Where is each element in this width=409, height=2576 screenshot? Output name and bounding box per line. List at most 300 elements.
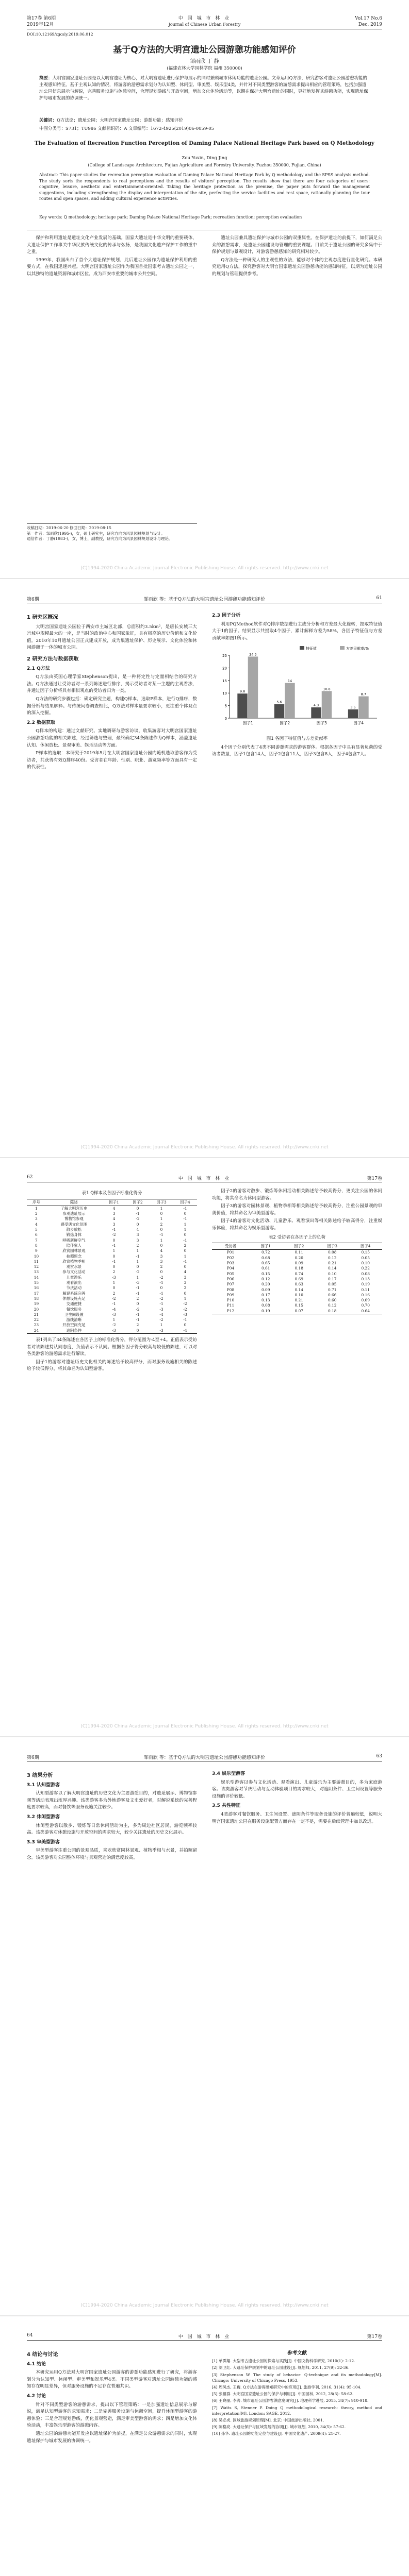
table-cell: -1 bbox=[136, 1285, 140, 1291]
table-cell: 餐饮服务 bbox=[66, 1307, 82, 1312]
table-cell: 欣赏植物季相 bbox=[62, 1259, 86, 1264]
table-cell: 散步放松 bbox=[66, 1227, 82, 1232]
subsection-heading: 2.2 数据获取 bbox=[27, 720, 56, 725]
table-cell: 休憩设施充足 bbox=[62, 1296, 86, 1301]
table-cell: 6 bbox=[35, 1232, 38, 1238]
header-date-cn: 2019年12月 bbox=[27, 22, 54, 27]
table-cell: 0 bbox=[112, 1238, 116, 1243]
table-row bbox=[27, 1264, 197, 1269]
table-cell: 3 bbox=[35, 1216, 38, 1222]
table-row bbox=[27, 1238, 197, 1243]
table-row bbox=[212, 1309, 382, 1314]
table-cell: -1 bbox=[159, 1291, 163, 1296]
table-cell: P04 bbox=[226, 1266, 235, 1271]
header-journal-name: 中 国 城 市 林 业 bbox=[178, 1176, 231, 1181]
table-header-cell: 因子2 bbox=[282, 1243, 316, 1250]
table-cell: P02 bbox=[226, 1255, 235, 1260]
table-cell: 博物馆参观 bbox=[64, 1216, 84, 1222]
subsection-heading: 3.5 共性特征 bbox=[212, 1803, 241, 1809]
table-row bbox=[212, 1272, 382, 1277]
table-cell: 3 bbox=[112, 1222, 116, 1227]
table-cell: 0.63 bbox=[295, 1282, 303, 1287]
table-header-cell: 因子3 bbox=[316, 1243, 349, 1250]
table-cell: 21 bbox=[34, 1312, 39, 1317]
reference-item: [5] 张祖群. 大明宫国家遗址公园的保护与利用[J]. 中国园林, 2012, 28(3): 58-62. bbox=[212, 2392, 354, 2397]
subsection-heading: 2.3 因子分析 bbox=[212, 613, 241, 618]
page-number: 62 bbox=[27, 1175, 33, 1180]
x-tick-label: 因子1 bbox=[242, 721, 253, 726]
intro-left-column bbox=[27, 235, 197, 279]
table-cell: 0.10 bbox=[328, 1271, 337, 1276]
data-label: 5.6 bbox=[276, 700, 282, 705]
reference-item: [9] 陈稳亮. 大遗址保护与区域发展的协调[J]. 城市规划, 2010, 34(5): 57-62. bbox=[212, 2425, 346, 2430]
header-volume-en: Vol.17 No.6 bbox=[355, 16, 382, 21]
table-header-cell: 因子2 bbox=[126, 1199, 150, 1206]
body-paragraph: 娱乐型游客以参与文化活动、观看演出、儿童游乐为主要游憩目的，多为家庭游客。该类游客对节庆活动与互动体验项目的需求较大，对遮阴条件、卫生间设置等服务设施的评价较低。 bbox=[212, 1780, 382, 1799]
table-cell: P12 bbox=[212, 1309, 249, 1314]
table-row bbox=[212, 1277, 382, 1282]
table-row bbox=[27, 1312, 197, 1317]
table-cell: 16 bbox=[34, 1285, 39, 1291]
table-cell: -3 bbox=[102, 1328, 126, 1334]
references bbox=[212, 2347, 382, 2438]
header-running-title: 邹雨欣 等：基于Q方法的大明宫遗址公园游憩功能感知评价 bbox=[143, 1755, 266, 1760]
table-cell: 0 bbox=[160, 1227, 163, 1232]
y-tick-label: 20 bbox=[222, 666, 227, 671]
table-cell: 0.09 bbox=[261, 1287, 270, 1292]
table-row bbox=[27, 1291, 197, 1296]
table-cell: 观看演出 bbox=[66, 1280, 82, 1285]
table-cell: 卫生间设置 bbox=[64, 1312, 84, 1317]
table-header-row bbox=[212, 1243, 382, 1250]
body-paragraph: Q方法的研究步骤包括：确定研究主题，构建Q样本，选取P样本，进行Q排序，数据分析与结果解释。与传统问卷调查相比，Q方法对样本量要求较小，更注重个体观点的深入挖掘。 bbox=[27, 696, 197, 716]
header-issue: 第6期 bbox=[27, 1755, 39, 1760]
table-cell: 12 bbox=[34, 1264, 39, 1269]
table-cell: 9 bbox=[35, 1248, 38, 1253]
table-cell: 0 bbox=[184, 1264, 187, 1269]
table-cell: -4 bbox=[159, 1312, 163, 1317]
reference-item: [7] Watts S, Stenner P. Doing Q methodological research: theory, method and interpretation[M]. London: SAGE, 2012. bbox=[212, 2405, 382, 2416]
running-header bbox=[27, 1174, 382, 1182]
table-cell: 0 bbox=[160, 1269, 163, 1275]
table-cell: 1 bbox=[160, 1238, 163, 1243]
table-cell: 0.16 bbox=[361, 1292, 370, 1297]
table-cell: 0.66 bbox=[328, 1292, 337, 1297]
abstract-text: 大明宫国家遗址公园是以大明宫遗址为核心，对大明宫遗址进行保护与展示的同时兼顾城市休闲功能的遗址公园。文章运用Q方法，研究游客对遗址公园游憩功能的主观感知特征。基于主观认知的情况，将游客的游憩需求划分为认知型、休闲型、审美型、娱乐型4类，并针对不同类型游客的游憩需求提出相应的管理策略，包括加强遗址公园信息展示与解说，完善服务设施与休憩空间，合理规划游线与开放空间，增加文化体验活动等，以期在保护大明宫遗址的同时，更好地发挥其游憩功能，实现遗址保护与城市发展的协调统一。 bbox=[39, 76, 368, 101]
legend-swatch bbox=[300, 646, 304, 650]
table-cell: 0.18 bbox=[295, 1266, 303, 1271]
table-row bbox=[27, 1317, 197, 1323]
subsection-heading: 3.1 认知型游客 bbox=[27, 1782, 60, 1788]
table-cell: -3 bbox=[183, 1312, 187, 1317]
data-label: 10.8 bbox=[323, 687, 331, 691]
table-cell: -1 bbox=[136, 1312, 140, 1317]
table-cell: P10 bbox=[226, 1298, 235, 1303]
table-cell: 23 bbox=[34, 1323, 39, 1328]
table-row bbox=[27, 1222, 197, 1227]
table-cell: 0.19 bbox=[249, 1309, 283, 1314]
table-cell: 1 bbox=[112, 1280, 116, 1285]
section-heading: 1 研究区概况 bbox=[27, 615, 58, 620]
table-row bbox=[27, 1259, 197, 1264]
table-cell: 4 bbox=[136, 1227, 139, 1232]
table-header-row bbox=[27, 1199, 197, 1206]
reference-item: [4] 周凤杰, 王巍. Q方法在游客感知研究中的应用[J]. 旅游学刊, 2016, 31(4): 95-104. bbox=[212, 2385, 362, 2390]
table-cell: 0.09 bbox=[361, 1298, 370, 1303]
table-cell: 0 bbox=[136, 1222, 139, 1227]
table-cell: 1 bbox=[136, 1275, 139, 1280]
table-row bbox=[212, 1250, 382, 1256]
page-5 bbox=[0, 2316, 409, 2576]
table-cell: P09 bbox=[226, 1292, 235, 1297]
table-row bbox=[27, 1216, 197, 1222]
table-cell: -1 bbox=[183, 1317, 187, 1323]
table-row bbox=[212, 1282, 382, 1287]
table-cell: 1 bbox=[112, 1317, 116, 1323]
table-cell: 8 bbox=[35, 1243, 38, 1248]
body-paragraph: 利用PQMethod软件对Q排序数据进行主成分分析和方差最大化旋转，提取特征值大于1的因子。结果显示共提取4个因子，累计解释方差为58%，各因子特征值与方差贡献率如图1所示。 bbox=[212, 621, 382, 641]
body-paragraph: 本研究运用Q方法对大明宫国家遗址公园游客的游憩功能感知进行了研究，将游客划分为认知型、休闲型、审美型和娱乐型4类。不同类型游客对遗址公园游憩功能的感知存在明显差异，但对服务设施的不足存在普遍共识。 bbox=[27, 2370, 197, 2389]
table-cell: 3 bbox=[160, 1253, 163, 1259]
table-cell: -1 bbox=[112, 1259, 116, 1264]
table-cell: 0 bbox=[160, 1211, 163, 1216]
table-cell: 3 bbox=[184, 1280, 187, 1285]
table-caption: 表1 Q样本及各因子标准化得分 bbox=[81, 1191, 142, 1196]
table-cell: 14 bbox=[34, 1275, 39, 1280]
left-column bbox=[27, 1768, 197, 1863]
header-volume: 第17卷 bbox=[367, 1176, 382, 1181]
table-cell: 0.74 bbox=[295, 1271, 303, 1276]
table-cell: 0.12 bbox=[328, 1255, 337, 1260]
table-cell: 0.17 bbox=[261, 1292, 270, 1297]
table-cell: P06 bbox=[226, 1276, 235, 1281]
data-label: 24.5 bbox=[249, 652, 257, 657]
table-cell: 2 bbox=[160, 1264, 163, 1269]
table-cell: 0.09 bbox=[295, 1261, 303, 1266]
body-paragraph: 针对不同类型游客的游憩需求，提出以下管理策略：一是加强遗址信息展示与解说，满足认知型游客的求知需求；二是完善服务设施与休憩空间，提升休闲型游客的游憩体验；三是合理规划游线，优化景观营造，满足审美型游客的需求；四是增加文化体验活动，丰富娱乐型游客的游憩内容。 bbox=[27, 2402, 197, 2429]
table-cell: 0.21 bbox=[295, 1298, 303, 1303]
table-cell: 1 bbox=[184, 1222, 187, 1227]
table-cell: 了解大明宫历史 bbox=[60, 1206, 88, 1211]
table-cell: 2 bbox=[184, 1285, 187, 1291]
table-cell: 2 bbox=[112, 1269, 116, 1275]
table-cell: 1 bbox=[112, 1248, 116, 1253]
table-cell: -2 bbox=[183, 1301, 187, 1307]
table-cell: 拍照留念 bbox=[66, 1253, 82, 1259]
table-row bbox=[27, 1269, 197, 1275]
table-cell: -1 bbox=[112, 1301, 116, 1307]
running-header bbox=[27, 2332, 382, 2341]
table-cell: 0 bbox=[184, 1323, 187, 1328]
table-row bbox=[27, 1296, 197, 1301]
table-cell: 遮阴条件 bbox=[46, 1328, 102, 1334]
table-cell: 0 bbox=[126, 1328, 150, 1334]
table-cell: 儿童游乐 bbox=[66, 1275, 82, 1280]
table-cell: -1 bbox=[136, 1253, 140, 1259]
intro-paragraph: 遗址公园兼具遗址保护与城市公园的双重属性。在保护遗址的前提下，如何满足公众的游憩需求，是遗址公园建设与管理的重要课题。目前关于遗址公园的研究多集中于保护规划与景观设计，对游客游憩感知的研究相对较少。 bbox=[212, 235, 382, 255]
table-row bbox=[212, 1256, 382, 1261]
table-cell: 0.15 bbox=[261, 1271, 270, 1276]
y-tick-label: 15 bbox=[222, 679, 227, 684]
table-cell: 0.07 bbox=[282, 1309, 316, 1314]
right-column bbox=[212, 1768, 382, 1826]
table-cell: 1 bbox=[136, 1248, 139, 1253]
subsection-heading: 3.2 休闲型游客 bbox=[27, 1814, 60, 1820]
table-cell: 2 bbox=[136, 1323, 139, 1328]
table-cell: 交通便捷 bbox=[66, 1301, 82, 1307]
header-volume: 第17卷 bbox=[367, 2334, 382, 2340]
page-3 bbox=[0, 1158, 409, 1736]
table-cell: -2 bbox=[136, 1269, 140, 1275]
table-cell: -1 bbox=[183, 1216, 187, 1222]
copyright-watermark: (C)1994-2020 China Academic Journal Electronic Publishing House. All rights reserved. http://www.cnki.net bbox=[80, 1724, 329, 1729]
table-header-cell: 因子1 bbox=[249, 1243, 283, 1250]
section-heading: 2 研究方法与数据获取 bbox=[27, 656, 79, 662]
table-cell: 4 bbox=[35, 1222, 38, 1227]
figure-caption: 图1 各因子特征值与方差贡献率 bbox=[266, 736, 328, 741]
right-column bbox=[212, 610, 382, 759]
bar bbox=[358, 697, 368, 718]
table-cell: 0.22 bbox=[361, 1266, 370, 1271]
table-cell: 感受唐文化氛围 bbox=[60, 1222, 88, 1227]
table-cell: 17 bbox=[34, 1291, 39, 1296]
bar bbox=[237, 694, 247, 719]
table-cell: -2 bbox=[159, 1275, 163, 1280]
bar bbox=[348, 709, 358, 718]
table-cell: 0.71 bbox=[328, 1287, 337, 1292]
bar bbox=[285, 683, 295, 718]
table-cell: 1 bbox=[184, 1227, 187, 1232]
references-heading: 参考文献 bbox=[287, 2350, 307, 2356]
keywords-label: 关键词： bbox=[39, 118, 57, 123]
table-row bbox=[27, 1243, 197, 1248]
table-cell: P07 bbox=[226, 1282, 235, 1287]
body-paragraph: Q样本的构建：通过文献研究、实地调研与游客访谈，收集游客对大明宫国家遗址公园游憩功能的相关陈述，经过筛选与整理，最终确定34条陈述作为Q样本，涵盖遗址认知、休闲放松、景观审美、娱乐活动等方面。 bbox=[27, 728, 197, 748]
table-cell: 0.14 bbox=[295, 1287, 303, 1292]
table-cell: -2 bbox=[112, 1232, 116, 1238]
table-cell: 11 bbox=[34, 1259, 39, 1264]
header-date-en: Dec. 2019 bbox=[358, 22, 382, 27]
abstract-label: 摘要： bbox=[39, 76, 53, 81]
table-cell: 4 bbox=[184, 1269, 187, 1275]
q-sample-table bbox=[27, 1199, 197, 1334]
keywords-cn bbox=[39, 117, 370, 124]
table-cell: -4 bbox=[112, 1307, 116, 1312]
body-paragraph: 遗址公园的游憩功能开发应以遗址保护为前提，在满足公众游憩需求的同时，实现遗址保护与城市发展的协调统一。 bbox=[27, 2431, 197, 2444]
table-cell: 1 bbox=[184, 1296, 187, 1301]
table-header-cell: 陈述 bbox=[46, 1199, 102, 1206]
english-title: The Evaluation of Recreation Function Perception of Daming Palace National Heritage Park based on Q Methodology bbox=[35, 141, 374, 146]
section-heading: 3 结果分析 bbox=[27, 1773, 53, 1778]
footnote-line: 通信作者：丁静(1983-)，女，博士，副教授，研究方向为风景园林规划设计与理论。 bbox=[27, 536, 173, 541]
table-row bbox=[27, 1285, 197, 1291]
legend-label: 特征值 bbox=[306, 647, 317, 651]
table-cell: 2 bbox=[160, 1222, 163, 1227]
table-cell: 5 bbox=[35, 1227, 38, 1232]
bar bbox=[248, 657, 258, 719]
table-cell: -3 bbox=[136, 1280, 140, 1285]
table-cell: 0.20 bbox=[261, 1282, 270, 1287]
table-cell: 0 bbox=[184, 1232, 187, 1238]
data-label: 9.8 bbox=[239, 689, 246, 694]
table-cell: -1 bbox=[183, 1259, 187, 1264]
table-cell: 0.08 bbox=[328, 1250, 337, 1255]
table-cell: 0.14 bbox=[328, 1266, 337, 1271]
table-cell: 0 bbox=[136, 1206, 139, 1211]
factor-loading-table bbox=[212, 1243, 382, 1314]
table-header-cell: 因子1 bbox=[102, 1199, 126, 1206]
y-tick-label: 5 bbox=[224, 704, 227, 708]
table-cell: 2 bbox=[184, 1243, 187, 1248]
table-cell: 3 bbox=[136, 1238, 139, 1243]
classification: 中图分类号：S731；TU986 文献标识码：A 文章编号：1672-4925(2019)06-0059-05 bbox=[39, 126, 215, 131]
table-cell: 节庆活动 bbox=[66, 1285, 82, 1291]
page-2 bbox=[0, 579, 409, 1157]
table-cell: -3 bbox=[159, 1307, 163, 1312]
table-cell: 4 bbox=[112, 1216, 116, 1222]
table-cell: 2 bbox=[136, 1243, 139, 1248]
table-cell: 0 bbox=[136, 1264, 139, 1269]
bar bbox=[311, 707, 321, 718]
footnote bbox=[27, 523, 197, 542]
table-cell: 0.20 bbox=[295, 1255, 303, 1260]
table-cell: 0.17 bbox=[328, 1276, 337, 1281]
table-cell: 0 bbox=[184, 1291, 187, 1296]
table-row bbox=[27, 1248, 197, 1253]
body-paragraph: 休闲型游客以散步、锻炼等日常休闲活动为主，多为周边社区居民，游览频率较高。该类游客对休憩设施与开放空间的需求较大，较少关注遗址的历史文化展示。 bbox=[27, 1823, 197, 1836]
page-4 bbox=[0, 1737, 409, 2315]
running-header bbox=[27, 595, 382, 603]
table-cell: 0 bbox=[184, 1211, 187, 1216]
table-row bbox=[27, 1280, 197, 1285]
table-cell: P05 bbox=[226, 1271, 235, 1276]
y-tick-label: 10 bbox=[222, 691, 227, 696]
subsection-heading: 4.1 结论 bbox=[27, 2361, 46, 2367]
table-cell: 3 bbox=[184, 1275, 187, 1280]
table-cell: 0.15 bbox=[295, 1303, 303, 1308]
table-row bbox=[27, 1206, 197, 1211]
left-column bbox=[27, 2347, 197, 2446]
table-row bbox=[27, 1232, 197, 1238]
table-row bbox=[212, 1303, 382, 1308]
table-cell: 19 bbox=[34, 1301, 39, 1307]
table-cell: 0.15 bbox=[361, 1250, 370, 1255]
keywords-text: Q方法论；遗址公园；大明宫国家遗址公园；游憩功能；感知评价 bbox=[57, 118, 183, 123]
table-cell: 0.10 bbox=[295, 1292, 303, 1297]
table-row bbox=[212, 1298, 382, 1303]
paper-affiliation: (福建农林大学园林学院 福州 350000) bbox=[167, 66, 242, 71]
section-heading: 4 结论与讨论 bbox=[27, 2352, 58, 2358]
table-cell: 0.18 bbox=[316, 1309, 349, 1314]
journal-header bbox=[27, 15, 382, 29]
reference-item: [1] 单霁翔. 大型考古遗址公园的探索与实践[J]. 中国文物科学研究, 2010(1): 2-12. bbox=[212, 2359, 355, 2364]
table-row bbox=[27, 1301, 197, 1307]
table-cell: 0.13 bbox=[361, 1276, 370, 1281]
x-tick-label: 因子4 bbox=[353, 721, 364, 726]
table-cell: 0.05 bbox=[361, 1255, 370, 1260]
table-cell: 0 bbox=[136, 1301, 139, 1307]
table-header-cell: 因子4 bbox=[349, 1243, 382, 1250]
reference-item: [8] 吴必虎. 区域旅游规划原理[M]. 北京: 中国旅游出版社, 2001. bbox=[212, 2418, 324, 2423]
x-tick-label: 因子2 bbox=[280, 721, 290, 726]
table-cell: -1 bbox=[136, 1291, 140, 1296]
y-tick-label: 25 bbox=[222, 654, 227, 658]
table-header-cell: 因子4 bbox=[173, 1199, 197, 1206]
table-cell: -2 bbox=[136, 1216, 140, 1222]
table-header-cell: 序号 bbox=[27, 1199, 46, 1206]
doi: DOI:10.12169/zgcsly.2019.06.012 bbox=[27, 32, 93, 37]
table-row bbox=[27, 1275, 197, 1280]
english-affiliation: (College of Landscape Architecture, Fujian Agriculture and Forestry University, Fuzhou 350000, Fujian, China) bbox=[88, 163, 321, 167]
table-cell: 锻炼身体 bbox=[66, 1232, 82, 1238]
table-caption: 表2 受访者在各因子上的负荷 bbox=[268, 1234, 326, 1240]
table-cell: 0.72 bbox=[261, 1250, 270, 1255]
data-label: 4.3 bbox=[313, 703, 319, 708]
copyright-watermark: (C)1994-2020 China Academic Journal Electronic Publishing House. All rights reserved. http://www.cnki.net bbox=[80, 1145, 329, 1150]
table-header-cell: 受访者 bbox=[212, 1243, 249, 1250]
table-cell: 2 bbox=[112, 1291, 116, 1296]
table-cell: -3 bbox=[112, 1312, 116, 1317]
table-cell: 0.60 bbox=[328, 1298, 337, 1303]
table-cell: 13 bbox=[34, 1269, 39, 1275]
table-cell: 1 bbox=[35, 1206, 38, 1211]
table-cell: 0.12 bbox=[261, 1276, 270, 1281]
table-cell: 0 bbox=[160, 1285, 163, 1291]
table-cell: 呼吸新鲜空气 bbox=[62, 1238, 86, 1243]
data-label: 8.7 bbox=[361, 692, 367, 697]
table-cell: -1 bbox=[159, 1280, 163, 1285]
table-cell: 1 bbox=[160, 1216, 163, 1222]
table-cell: -1 bbox=[136, 1211, 140, 1216]
body-paragraph: 因子3的游客对园林景观、植物季相等相关陈述给予较高得分，注重公园景观的审美价值，将其命名为审美型游客。 bbox=[212, 1204, 382, 1216]
body-paragraph: 4类游客对餐饮服务、卫生间设置、遮阴条件等服务设施的评价普遍较低，说明大明宫国家遗址公园在服务设施配置方面存在一定不足，需要在后续管理中加以改进。 bbox=[212, 1811, 382, 1824]
legend-swatch bbox=[340, 646, 345, 650]
table-cell: 0.08 bbox=[261, 1303, 270, 1308]
table-cell: 15 bbox=[34, 1280, 39, 1285]
table-cell: 2 bbox=[136, 1296, 139, 1301]
intro-paragraph: 1999年，我国出台了首个大遗址保护规划，此后遗址公园作为遗址保护利用的重要方式，在我国迅速兴起。大明宫国家遗址公园作为我国首批国家考古遗址公园之一，以其独特的遗址资源和城市区位，成为西安市重要的城市公共空间。 bbox=[27, 257, 197, 277]
table-cell: 0.08 bbox=[361, 1271, 370, 1276]
page-number: 63 bbox=[376, 1754, 382, 1759]
table-cell: 0.68 bbox=[261, 1255, 270, 1260]
body-paragraph: Q方法由英国心理学家Stephenson提出，是一种将定性与定量相结合的研究方法。Q方法通过让受访者对一系列陈述进行排序，揭示受访者对某一主题的主观看法，并通过因子分析将具有相似观点的受访者归为一类。 bbox=[27, 674, 197, 694]
table-cell: 1 bbox=[160, 1206, 163, 1211]
table-cell: -1 bbox=[136, 1317, 140, 1323]
table-cell: 1 bbox=[160, 1323, 163, 1328]
table-cell: 0.61 bbox=[261, 1266, 270, 1271]
table-cell: 观赏水景 bbox=[66, 1264, 82, 1269]
table-cell: -3 bbox=[150, 1328, 173, 1334]
table-cell: 开放空间充足 bbox=[62, 1323, 86, 1328]
table-row bbox=[27, 1307, 197, 1312]
body-paragraph: P样本的选取：本研究于2019年5月在大明宫国家遗址公园内随机选取游客作为受访者，共获得有效Q排序40份。受访者在年龄、性别、职业、游览频率等方面具有一定的代表性。 bbox=[27, 751, 197, 770]
footnote-line: 收稿日期：2019-06-20 修回日期：2019-08-15 bbox=[27, 526, 111, 530]
table-cell: 0.19 bbox=[361, 1282, 370, 1287]
reference-item: [10] 孙华. 遗址公园的功能定位与建设[J]. 中国文化遗产, 2009(4): 21-27. bbox=[212, 2431, 341, 2436]
english-keywords: Key words: Q methodology; heritage park; Daming Palace National Heritage Park; recreation function; perception evaluation bbox=[39, 215, 302, 219]
table-header-cell: 因子3 bbox=[150, 1199, 173, 1206]
table-cell: P11 bbox=[226, 1303, 235, 1308]
header-issue: 第6期 bbox=[27, 597, 39, 602]
table-cell: 0.12 bbox=[328, 1303, 337, 1308]
intro-paragraph: 保护和利用遗址是遗址文化产业发展的基础。国家大遗址是中华文明的重要载体，大遗址保护工作事关中华民族传统文化的传承与弘扬，是我国文化遗产保护工作的重中之重。 bbox=[27, 235, 197, 255]
body-paragraph: 因子2的游客对散步、锻炼等休闲活动相关陈述给予较高得分，更关注公园的休闲功能，将其命名为休闲型游客。 bbox=[212, 1189, 382, 1201]
table-cell: 7 bbox=[35, 1238, 38, 1243]
legend-label: 方差贡献率/% bbox=[346, 647, 369, 651]
header-running-title: 邹雨欣 等：基于Q方法的大明宫遗址公园游憩功能感知评价 bbox=[143, 597, 266, 602]
left-column bbox=[27, 610, 197, 772]
table-cell: 2 bbox=[35, 1211, 38, 1216]
